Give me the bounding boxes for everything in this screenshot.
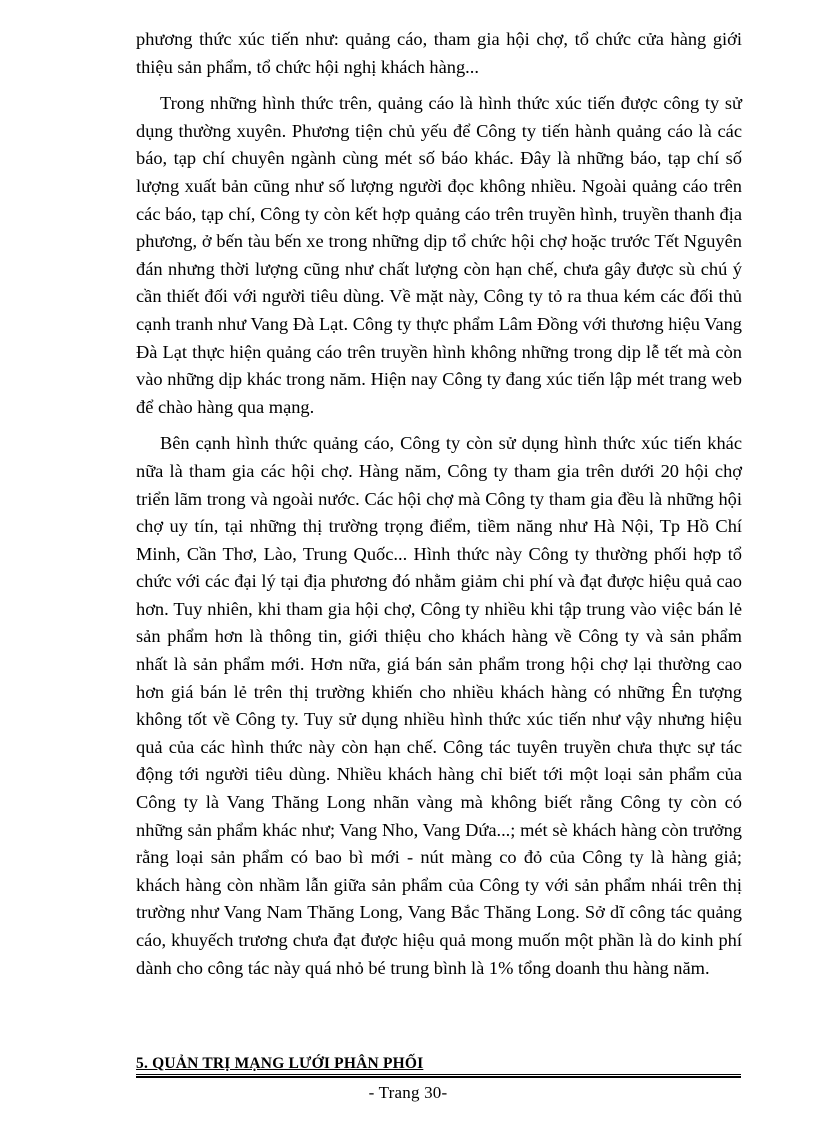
document-body: [136, 26, 742, 982]
footer-divider-thick: [136, 1076, 741, 1078]
paragraph-advertising: Trong những hình thức trên, quảng cáo là hình thức xúc tiến được công ty sử dụng thường xuyên. Phương tiện chủ yếu để Công ty tiến hành quảng cáo là các báo, tạp chí chuyên ngành cùng mét số báo khác. Đây là những báo, tạp chí số lượng xuất bản cũng như số lượng người đọc không nhiều. Ngoài quảng cáo trên các báo, tạp chí, Công ty còn kết hợp quảng cáo trên truyền hình, truyền thanh địa phương, ở bến tàu bến xe trong những dịp tổ chức hội chợ hoặc trước Tết Nguyên đán nhưng thời lượng cũng như chất lượng còn hạn chế, chưa gây được sù chú ý cần thiết đối với người tiêu dùng. Về mặt này, Công ty tỏ ra thua kém các đối thủ cạnh tranh như Vang Đà Lạt. Công ty thực phẩm Lâm Đồng với thương hiệu Vang Đà Lạt thực hiện quảng cáo trên truyền hình không những trong dịp lễ tết mà còn vào những dịp khác trong năm. Hiện nay Công ty đang xúc tiến lập mét trang web để chào hàng qua mạng.: [136, 93, 742, 417]
page-number: - Trang 30-: [368, 1083, 448, 1102]
paragraph-continuation: phương thức xúc tiến như: quảng cáo, tham gia hội chợ, tổ chức cửa hàng giới thiệu sản phẩm, tổ chức hội nghị khách hàng...: [136, 29, 742, 77]
footer-divider-thin: [136, 1074, 741, 1075]
section-heading: 5. QUẢN TRỊ MẠNG LƯỚI PHÂN PHỐI: [136, 1055, 424, 1072]
paragraph-trade-fairs: Bên cạnh hình thức quảng cáo, Công ty còn sử dụng hình thức xúc tiến khác nữa là tham gia các hội chợ. Hàng năm, Công ty tham gia trên dưới 20 hội chợ triển lãm trong và ngoài nước. Các hội chợ mà Công ty tham gia đều là những hội chợ uy tín, tại những thị trường trọng điểm, tiềm năng như Hà Nội, Tp Hồ Chí Minh, Cần Thơ, Lào, Trung Quốc... Hình thức này Công ty thường phối hợp tổ chức với các đại lý tại địa phương đó nhằm giảm chi phí và đạt được hiệu quả cao hơn. Tuy nhiên, khi tham gia hội chợ, Công ty nhiều khi tập trung vào việc bán lẻ sản phẩm hơn là thông tin, giới thiệu cho khách hàng về Công ty và sản phẩm nhất là sản phẩm mới. Hơn nữa, giá bán sản phẩm trong hội chợ lại thường cao hơn giá bán lẻ trên thị trường khiến cho nhiều khách hàng có những Ên tượng không tốt về Công ty. Tuy sử dụng nhiều hình thức xúc tiến như vậy nhưng hiệu quả của các hình thức này còn hạn chế. Công tác tuyên truyền chưa thực sự tác động tới người tiêu dùng. Nhiều khách hàng chỉ biết tới một loại sản phẩm của Công ty là Vang Thăng Long nhãn vàng mà không biết rằng Công ty còn có những sản phẩm khác như; Vang Nho, Vang Dứa...; mét sè khách hàng còn trưởng rằng loại sản phẩm có bao bì mới - nút màng co đỏ của Công ty là hàng giả; khách hàng còn nhầm lẫn giữa sản phẩm của Công ty với sản phẩm nhái trên thị trường như Vang Nam Thăng Long, Vang Bắc Thăng Long. Sở dĩ công tác quảng cáo, khuyếch trương chưa đạt được hiệu quả mong muốn một phần là do kinh phí dành cho công tác này quá nhỏ bé trung bình là 1% tổng doanh thu hàng năm.: [136, 433, 742, 978]
